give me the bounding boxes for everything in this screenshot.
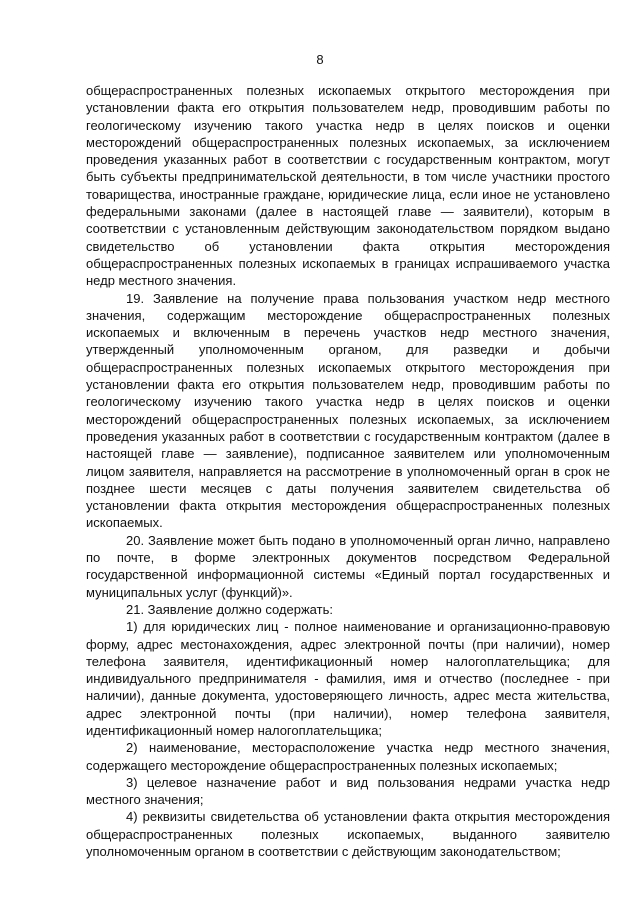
list-item-1: 1) для юридических лиц - полное наименование и организационно-правовую форму, адрес местонахождения, адрес электронной почты (при наличии), номер телефона заявителя, идентификационный номер налогоплательщика; для индивидуального предпринимателя - фамилия, имя и отчество (последнее - при наличии), данные документа, удостоверяющего личность, адрес места жительства, адрес электронной почты (при наличии), номер телефона заявителя, идентификационный номер налогоплательщика; [86, 619, 610, 738]
page-number: 8 [316, 52, 324, 67]
list-item-4: 4) реквизиты свидетельства об установлении факта открытия месторождения общераспространенных полезных ископаемых, выданного заявителю уполномоченным органом в соответствии с действующим законодательством; [86, 809, 610, 860]
list-item-2: 2) наименование, месторасположение участка недр местного значения, содержащего месторождение общераспространенных полезных ископаемых; [86, 740, 610, 773]
paragraph-20: 20. Заявление может быть подано в уполномоченный орган лично, направлено по почте, в форме электронных документов посредством Федеральной государственной информационной системы «Единый портал государственных и муниципальных услуг (функций)». [86, 532, 610, 600]
document-body [86, 82, 610, 860]
paragraph-21: 21. Заявление должно содержать: [126, 601, 333, 617]
paragraph-continuation: общераспространенных полезных ископаемых открытого месторождения при установлении факта его открытия пользователем недр, проводившим работы по геологическому изучению такого участка недр в целях поисков и оценки месторождений общераспространенных полезных ископаемых, за исключением проведения указанных работ в соответствии с государственным контрактом, могут быть субъекты предпринимательской деятельности, в том числе участники простого товарищества, иностранные граждане, юридические лица, если иное не установлено федеральными законами (далее в настоящей главе — заявители), которым в соответствии с установленным действующим законодательством порядком выдано свидетельство об установлении факта открытия месторождения общераспространенных полезных ископаемых в границах испрашиваемого участка недр местного значения. [86, 83, 610, 289]
paragraph-19: 19. Заявление на получение права пользования участком недр местного значения, содержащим месторождение общераспространенных полезных ископаемых и включенным в перечень участков недр местного значения, утвержденный уполномоченным органом, для разведки и добычи общераспространенных полезных ископаемых открытого месторождения при установлении факта его открытия пользователем недр, проводившим работы по геологическому изучению такого участка недр в целях поисков и оценки месторождений общераспространенных полезных ископаемых, за исключением проведения указанных работ в соответствии с государственным контрактом (далее в настоящей главе — заявление), подписанное заявителем или уполномоченным лицом заявителя, направляется на рассмотрение в уполномоченный орган в срок не позднее шести месяцев с даты получения заявителем свидетельства об установлении факта открытия месторождения общераспространенных полезных ископаемых. [86, 290, 610, 531]
list-item-3: 3) целевое назначение работ и вид пользования недрами участка недр местного значения; [86, 774, 610, 808]
